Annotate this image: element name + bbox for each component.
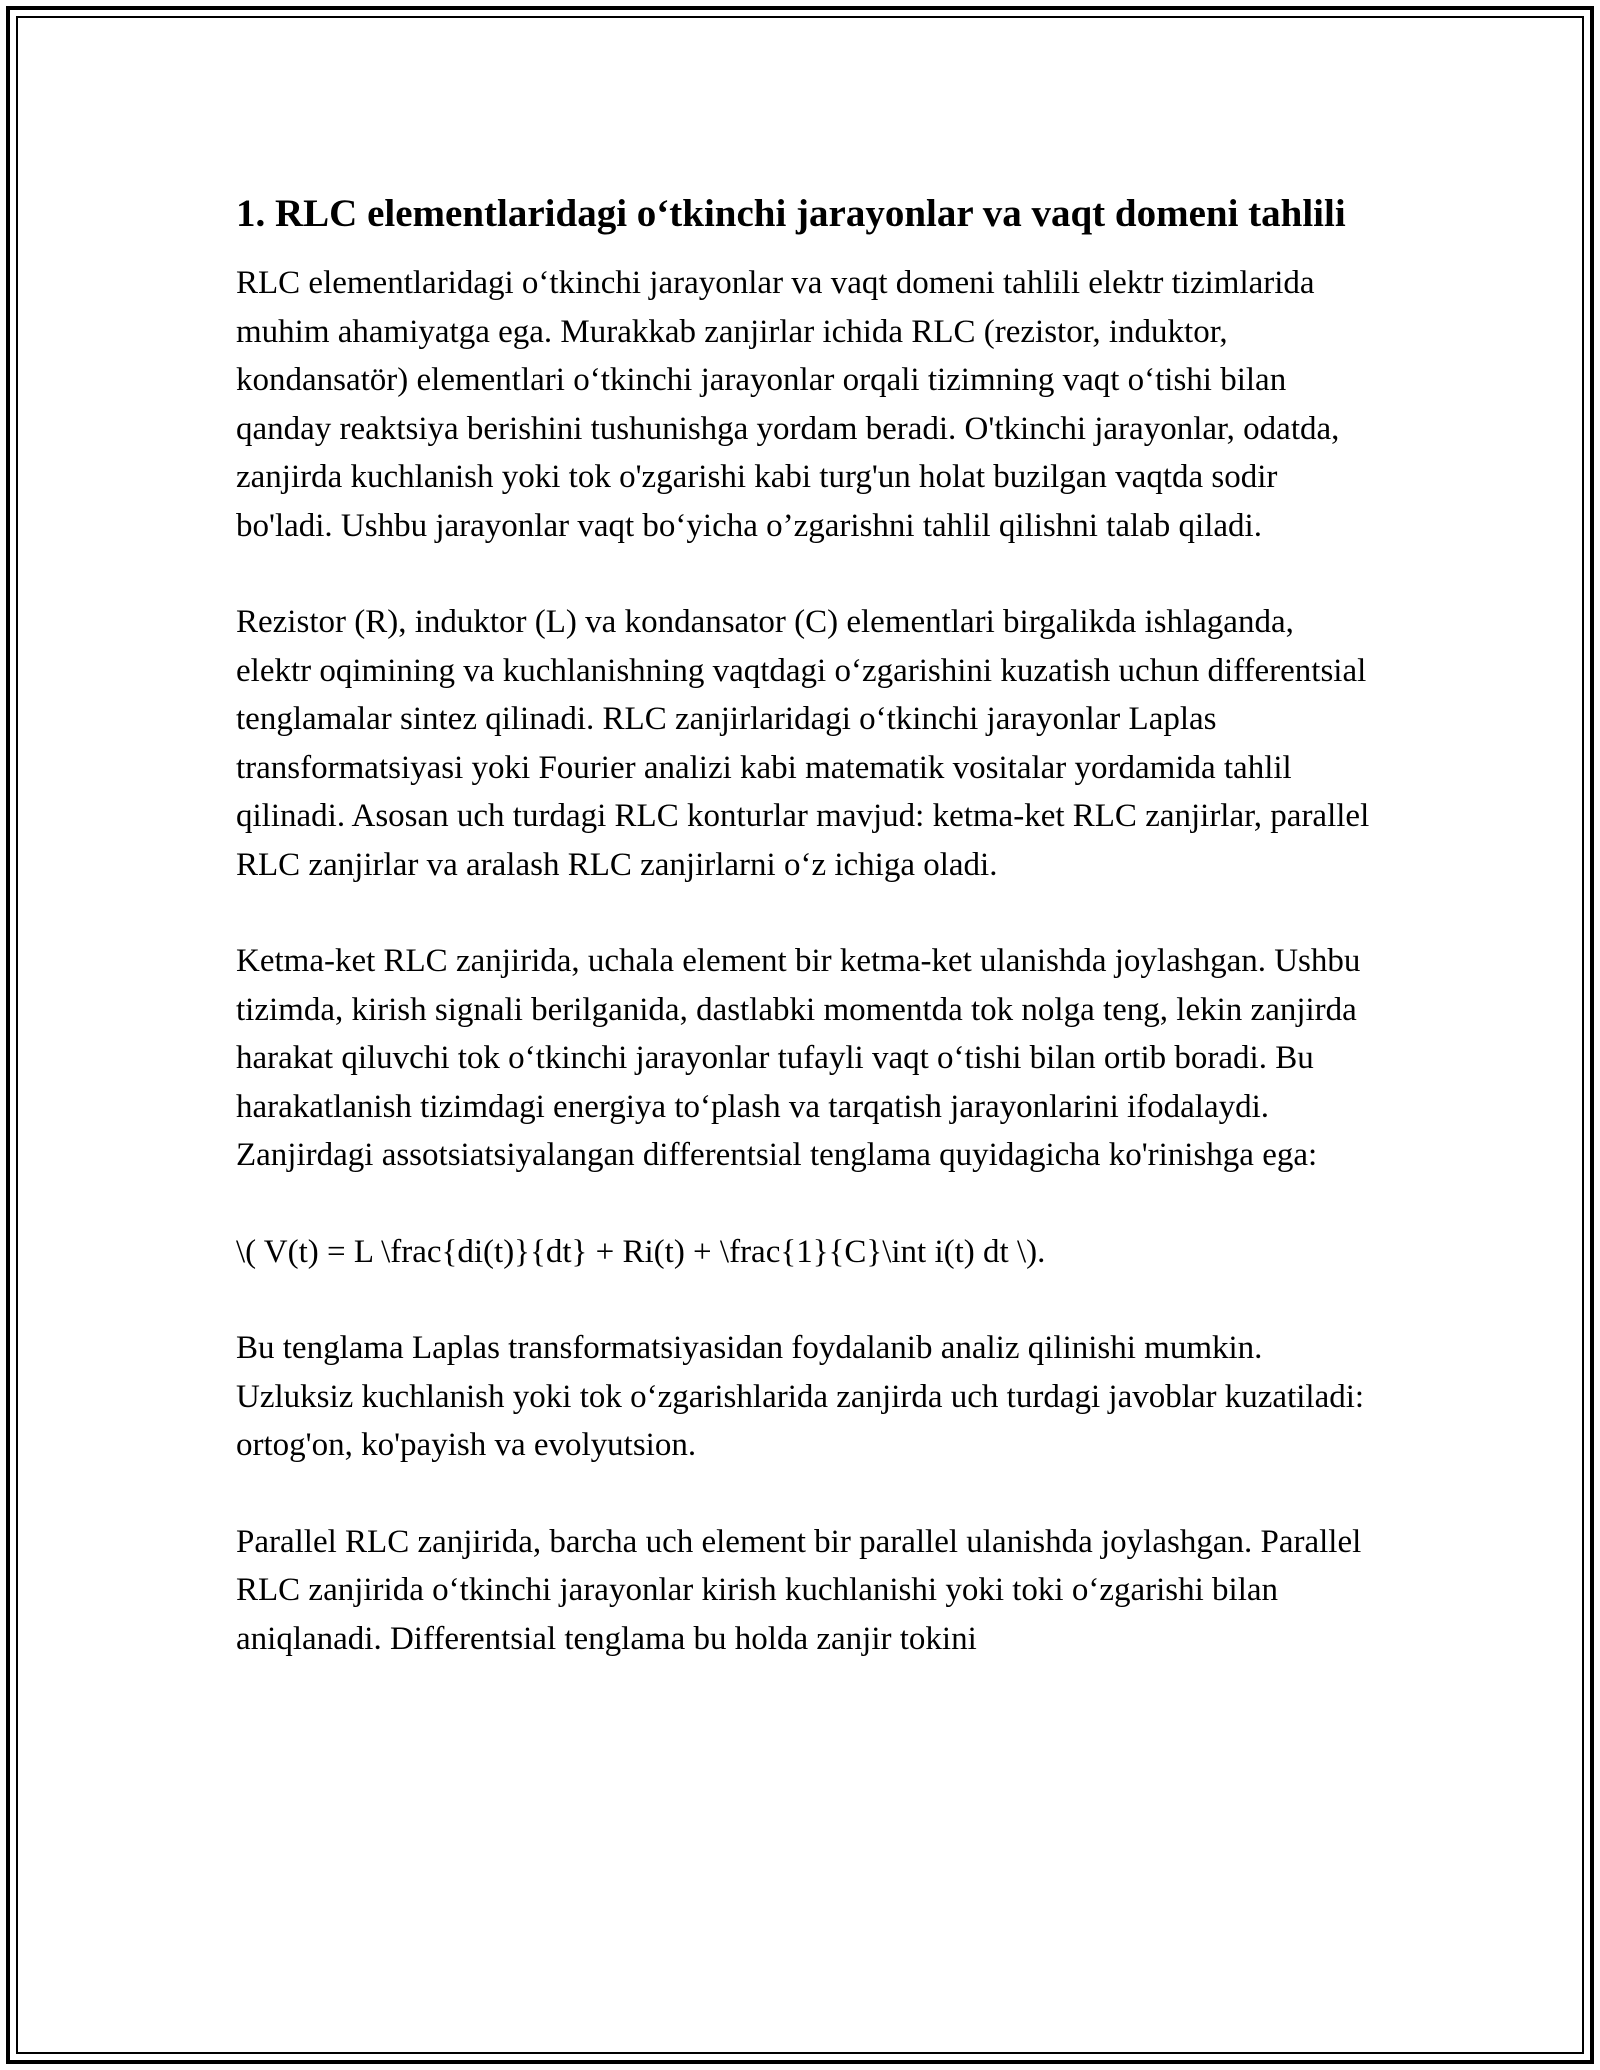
paragraph-parallel-rlc: Parallel RLC zanjirida, barcha uch element bir parallel ulanishda joylashgan. Parallel RLC zanjirida o‘tkinchi jarayonlar kirish kuchlanishi yoki toki o‘zgarishi bilan aniqlanadi. Differentsial tenglama bu holda zanjir tokini [236, 1523, 1362, 1657]
equation-series-rlc: \( V(t) = L \frac{di(t)}{dt} + Ri(t) + \frac{1}{C}\int i(t) dt \). [236, 1233, 1046, 1270]
section-heading: 1. RLC elementlaridagi o‘tkinchi jarayonlar va vaqt domeni tahlili [236, 192, 1346, 235]
document-body [236, 186, 1376, 1711]
paragraph-laplace-analysis: Bu tenglama Laplas transformatsiyasidan foydalanib analiz qilinishi mumkin. Uzluksiz kuchlanish yoki tok o‘zgarishlarida zanjirda uch turdagi javoblar kuzatiladi: ortog'on, ko'payish va evolyutsion. [236, 1330, 1365, 1463]
paragraph-rlc-elements: Rezistor (R), induktor (L) va kondansator (C) elementlari birgalikda ishlaganda, elektr oqimining va kuchlanishning vaqtdagi o‘zgarishini kuzatish uchun differentsial tenglamalar sintez qilinadi. RLC zanjirlaridagi o‘tkinchi jarayonlar Laplas transformatsiyasi yoki Fourier analizi kabi matematik vositalar yordamida tahlil qilinadi. Asosan uch turdagi RLC konturlar mavjud: ketma-ket RLC zanjirlar, parallel RLC zanjirlar va aralash RLC zanjirlarni o‘z ichiga oladi. [236, 604, 1370, 883]
paragraph-series-rlc: Ketma-ket RLC zanjirida, uchala element bir ketma-ket ulanishda joylashgan. Ushbu tizimda, kirish signali berilganida, dastlabki momentda tok nolga teng, lekin zanjirda harakat qiluvchi tok o‘tkinchi jarayonlar tufayli vaqt o‘tishi bilan ortib boradi. Bu harakatlanish tizimdagi energiya to‘plash va tarqatish jarayonlarini ifodalaydi. Zanjirdagi assotsiatsiyalangan differentsial tenglama quyidagicha ko'rinishga ega: [236, 943, 1361, 1173]
paragraph-intro: RLC elementlaridagi o‘tkinchi jarayonlar va vaqt domeni tahlili elektr tizimlarida muhim ahamiyatga ega. Murakkab zanjirlar ichida RLC (rezistor, induktor, kondansatör) elementlari o‘tkinchi jarayonlar orqali tizimning vaqt o‘tishi bilan qanday reaktsiya berishini tushunishga yordam beradi. O'tkinchi jarayonlar, odatda, zanjirda kuchlanish yoki tok o'zgarishi kabi turg'un holat buzilgan vaqtda sodir bo'ladi. Ushbu jarayonlar vaqt bo‘yicha o’zgarishni tahlil qilishni talab qiladi. [236, 265, 1340, 544]
